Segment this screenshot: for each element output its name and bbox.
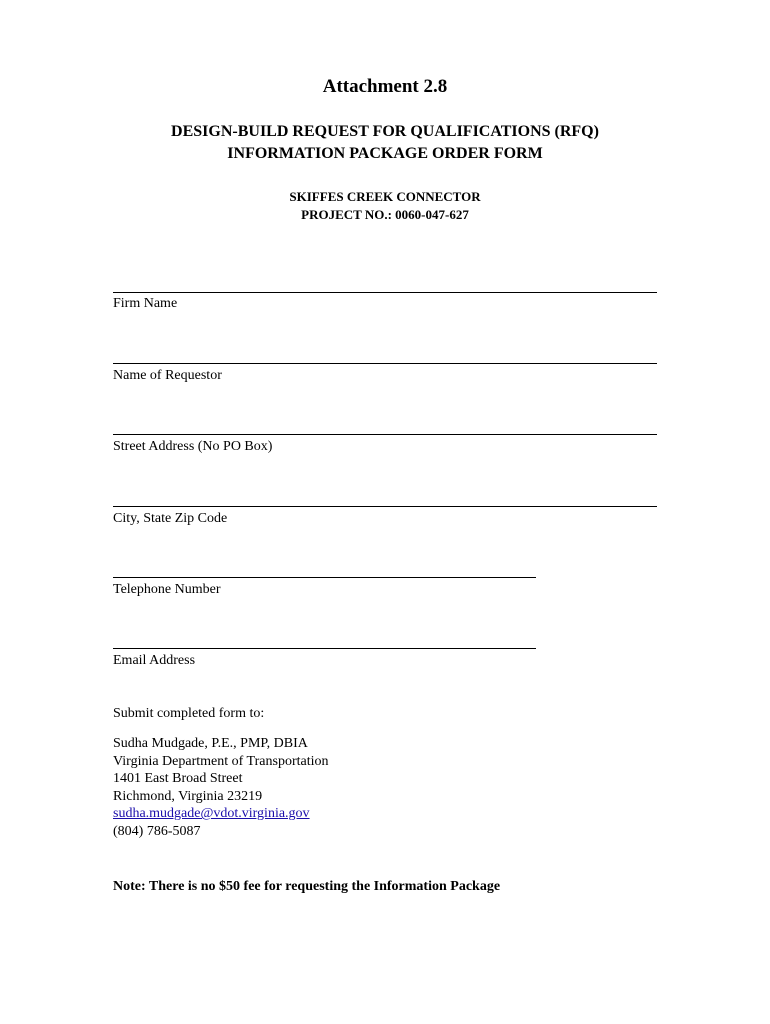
fee-note: Note: There is no $50 fee for requesting the Information Package [113,879,501,894]
firm-name-line[interactable] [113,292,657,293]
project-number: PROJECT NO.: 0060-047-627 [301,207,469,222]
city-state-zip-line[interactable] [113,506,657,507]
submit-instructions: Submit completed form to: [113,706,265,721]
requestor-name-label: Name of Requestor [113,368,222,383]
attachment-title: Attachment 2.8 [322,76,448,97]
email-line[interactable] [113,648,536,649]
contact-name: Sudha Mudgade, P.E., PMP, DBIA [113,736,308,751]
contact-email-link[interactable]: sudha.mudgade@vdot.virginia.gov [113,806,310,822]
form-heading [0,121,770,165]
email-label: Email Address [113,653,196,668]
project-name: SKIFFES CREEK CONNECTOR [289,189,481,204]
telephone-line[interactable] [113,577,536,578]
telephone-label: Telephone Number [113,582,221,597]
project-info [0,188,770,224]
form-heading-line-1: DESIGN-BUILD REQUEST FOR QUALIFICATIONS (RFQ) [171,123,599,140]
form-heading-line-2: INFORMATION PACKAGE ORDER FORM [227,145,543,162]
street-address-label: Street Address (No PO Box) [113,439,273,454]
firm-name-label: Firm Name [113,296,178,311]
contact-organization: Virginia Department of Transportation [113,753,329,769]
city-state-zip-label: City, State Zip Code [113,511,228,526]
contact-city: Richmond, Virginia 23219 [113,788,263,804]
submission-address [113,735,328,841]
contact-street: 1401 East Broad Street [113,771,243,787]
street-address-line[interactable] [113,434,657,435]
contact-phone: (804) 786-5087 [113,823,201,839]
requestor-name-line[interactable] [113,363,657,364]
